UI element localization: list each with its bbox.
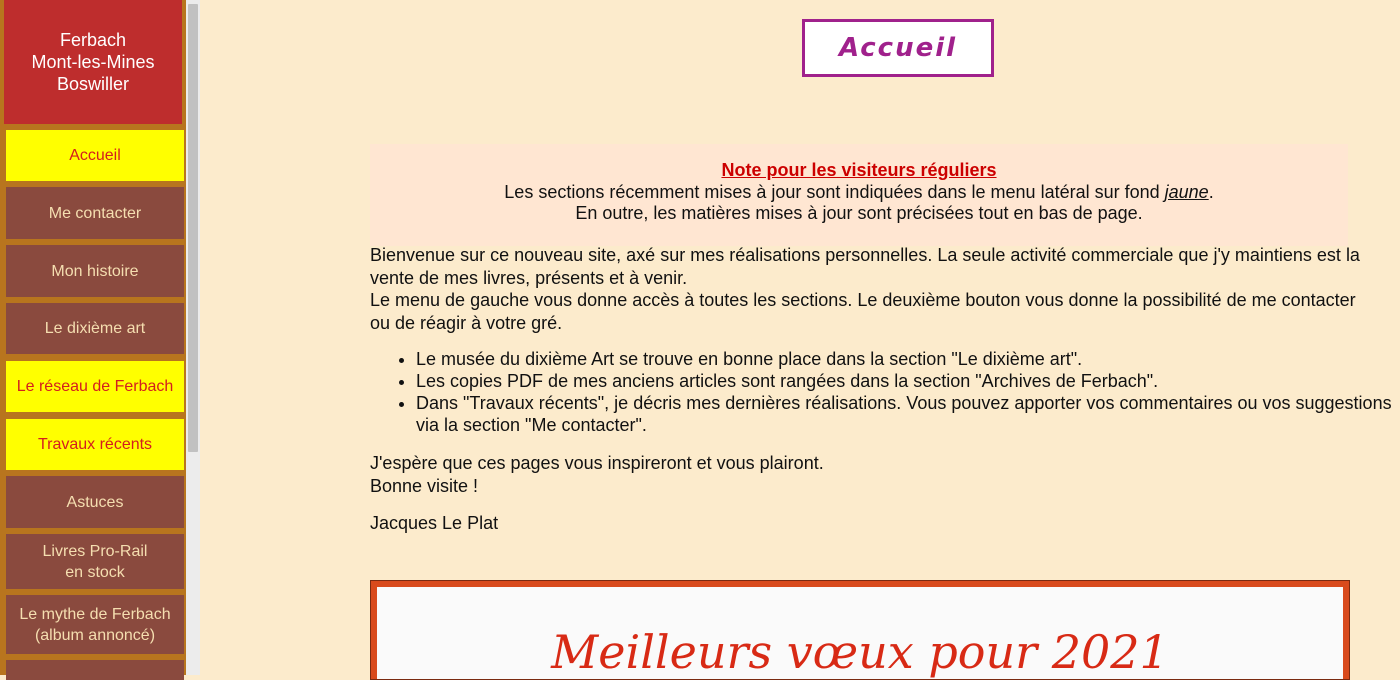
- sidebar-scrollbar-thumb[interactable]: [188, 4, 198, 452]
- sidebar-item-label: Le mythe de Ferbach: [19, 605, 171, 623]
- page-title-box: [802, 19, 994, 77]
- site-header-line2: Mont-les-Mines: [31, 52, 155, 72]
- intro-text: [370, 244, 1360, 334]
- main-content: [200, 0, 1400, 679]
- sidebar-item-accueil[interactable]: [6, 130, 184, 181]
- sidebar-item-label: Le réseau de Ferbach: [16, 378, 174, 395]
- sidebar-item-me-contacter[interactable]: [6, 187, 184, 239]
- sidebar-item-label: Mon histoire: [51, 262, 139, 280]
- note-line1-emphasis: jaune: [1164, 181, 1209, 202]
- intro-paragraph-1: Bienvenue sur ce nouveau site, axé sur mes réalisations personnelles. La seule activité commerciale que j'y maintiens est la vente de mes livres, présents et à venir.: [370, 245, 1360, 288]
- bullet-list: [370, 348, 1400, 436]
- closing-line2: Bonne visite !: [370, 475, 479, 496]
- sidebar-item-label: Travaux récents: [37, 436, 153, 453]
- new-year-banner: [370, 580, 1350, 680]
- list-item: • Dans "Travaux récents", je décris mes dernières réalisations. Vous pouvez apporter vos commentaires ou vos suggestions via la section "Me contacter".: [416, 392, 1400, 436]
- sidebar-item-label-line2: (album annoncé): [34, 626, 156, 644]
- sidebar-item-label: Le dixième art: [44, 320, 146, 337]
- sidebar-item-reseau-de-ferbach[interactable]: [6, 361, 184, 412]
- banner-text: Meilleurs vœux pour 2021: [551, 625, 1169, 679]
- closing-text: [370, 452, 1360, 497]
- page-title: Accueil: [838, 33, 958, 63]
- list-item: • Les copies PDF de mes anciens articles sont rangées dans la section "Archives de Ferbach".: [416, 370, 1400, 392]
- sidebar-item-travaux-recents[interactable]: [6, 419, 184, 470]
- list-item: • Le musée du dixième Art se trouve en bonne place dans la section "Le dixième art".: [416, 348, 1400, 370]
- sidebar-item-label: Accueil: [69, 147, 121, 164]
- visitor-note: [370, 144, 1348, 246]
- sidebar-item-label: Astuces: [66, 493, 124, 511]
- sidebar-item-label: Me contacter: [48, 204, 142, 222]
- closing-line1: J'espère que ces pages vous inspireront et vous plairont.: [370, 453, 824, 473]
- note-line1-text: Les sections récemment mises à jour sont indiquées dans le menu latéral sur fond: [504, 181, 1165, 202]
- sidebar-item-mon-histoire[interactable]: [6, 245, 184, 297]
- banner-card: [377, 587, 1343, 679]
- note-line2: En outre, les matières mises à jour sont précisées tout en bas de page.: [575, 203, 1143, 223]
- sidebar-item-astuces[interactable]: [6, 476, 184, 528]
- note-title: Note pour les visiteurs réguliers: [721, 160, 997, 180]
- sidebar-item-label-line2: en stock: [65, 563, 125, 581]
- site-header-line1: Ferbach: [59, 30, 127, 50]
- sidebar-scrollbar[interactable]: [186, 0, 200, 675]
- sidebar-item-livres-pro-rail[interactable]: [6, 534, 184, 589]
- intro-paragraph-2: Le menu de gauche vous donne accès à toutes les sections. Le deuxième bouton vous donne la possibilité de me contacter ou de réagir à votre gré.: [370, 290, 1356, 333]
- sidebar-item-mythe-de-ferbach[interactable]: [6, 595, 184, 654]
- note-line1-end: .: [1208, 181, 1214, 202]
- site-header: [4, 0, 182, 124]
- signature: Jacques Le Plat: [370, 513, 499, 533]
- note-line1: [370, 182, 1348, 204]
- site-header-line3: Boswiller: [56, 74, 130, 94]
- sidebar-menu: [0, 0, 186, 675]
- sidebar-item-label: Livres Pro-Rail: [42, 542, 148, 560]
- sidebar-item-next[interactable]: [6, 660, 184, 680]
- sidebar-item-dixieme-art[interactable]: [6, 303, 184, 354]
